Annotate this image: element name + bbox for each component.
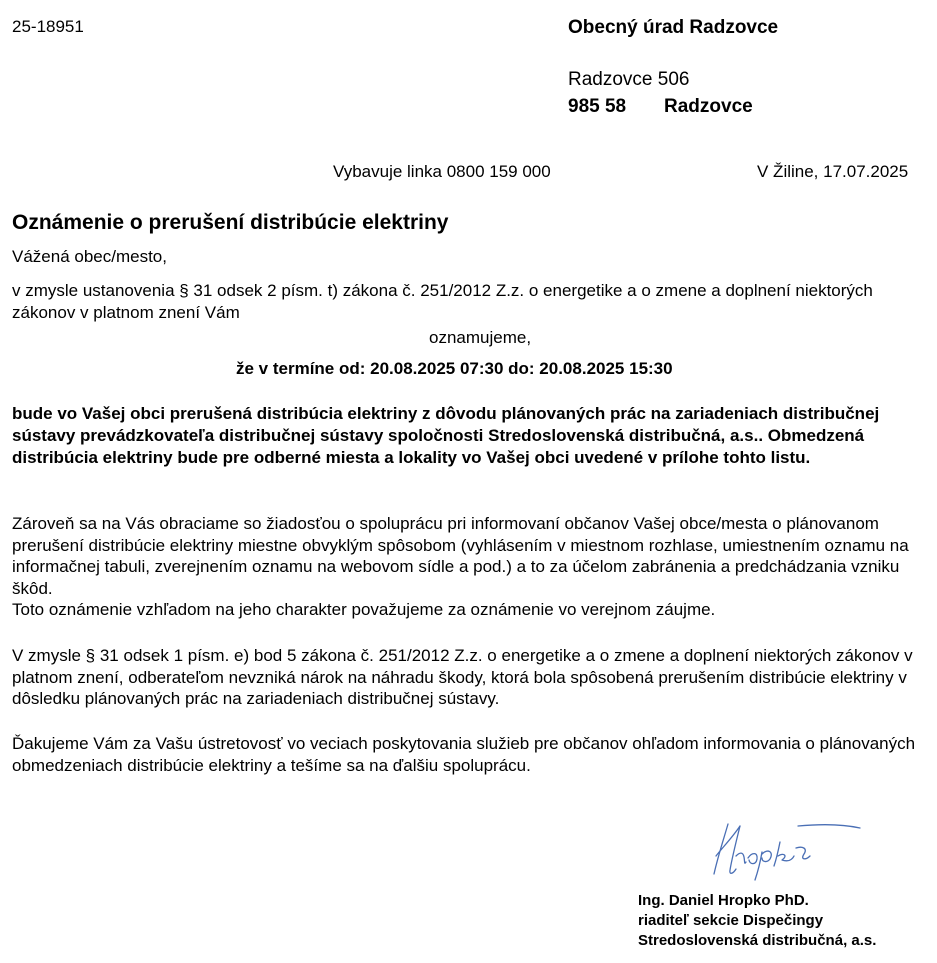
public-interest-text: Toto oznámenie vzhľadom na jeho charakter považujeme za oznámenie vo verejnom záujme. <box>12 600 716 619</box>
signer-name: Ing. Daniel Hropko PhD. <box>638 892 809 909</box>
recipient-street: Radzovce 506 <box>568 69 690 90</box>
recipient-city: Radzovce <box>664 96 753 117</box>
signer-position: riaditeľ sekcie Dispečingy <box>638 912 824 929</box>
letter-date: V Žiline, 17.07.2025 <box>757 162 909 181</box>
greeting: Vážená obec/mesto, <box>12 247 167 266</box>
letter-subject: Oznámenie o prerušení distribúcie elektriny <box>12 211 449 234</box>
cooperation-paragraph <box>12 513 927 621</box>
contact-line: Vybavuje linka 0800 159 000 <box>333 162 551 181</box>
recipient-zip: 985 58 <box>568 96 627 117</box>
announce-word: oznamujeme, <box>429 328 532 347</box>
cooperation-text: Zároveň sa na Vás obraciame so žiadosťou o spoluprácu pri informovaní občanov Vašej obce/mesta o plánovanom prerušení distribúcie elektriny miestne obvyklým spôsobom (vyhlásením v miestnom rozhlase, umiestnením oznamu na informačnej tabuli, zverejnením oznamu na webovom sídle a pod.) a to za účelom zabránenia a predchádzania vzniku škôd. <box>12 514 909 598</box>
signer-company: Stredoslovenská distribučná, a.s. <box>638 932 877 949</box>
signer-block <box>638 891 876 951</box>
thanks-paragraph: Ďakujeme Vám za Vašu ústretovosť vo veciach poskytovania služieb pre občanov ohľadom informovania o plánovaných obmedzeniach distribúcie elektriny a tešíme sa na ďalšiu spoluprácu. <box>12 734 916 775</box>
handwritten-signature <box>700 812 870 882</box>
damages-paragraph: V zmysle § 31 odsek 1 písm. e) bod 5 zákona č. 251/2012 Z.z. o energetike a o zmene a doplnení niektorých zákonov v platnom znení, odberateľom nevzniká nárok na náhradu škody, ktorá bola spôsobená prerušením distribúcie elektriny v dôsledku plánovaných prác na zariadeniach distribučnej sústavy. <box>12 646 913 708</box>
outage-notice-paragraph: bude vo Vašej obci prerušená distribúcia elektriny z dôvodu plánovaných prác na zariadeniach distribučnej sústavy prevádzkovateľa distribučnej sústavy spoločnosti Stredoslovenská distribučná, a.s.. Obmedzená distribúcia elektriny bude pre odberné miesta a lokality vo Vašej obci uvedené v prílohe tohto listu. <box>12 404 880 467</box>
recipient-name: Obecný úrad Radzovce <box>568 17 779 38</box>
intro-paragraph: v zmysle ustanovenia § 31 odsek 2 písm. t) zákona č. 251/2012 Z.z. o energetike a o zmene a doplnení niektorých zákonov v platnom znení Vám <box>12 281 873 322</box>
reference-number: 25-18951 <box>12 17 84 36</box>
outage-term: že v termíne od: 20.08.2025 07:30 do: 20.08.2025 15:30 <box>236 359 673 378</box>
